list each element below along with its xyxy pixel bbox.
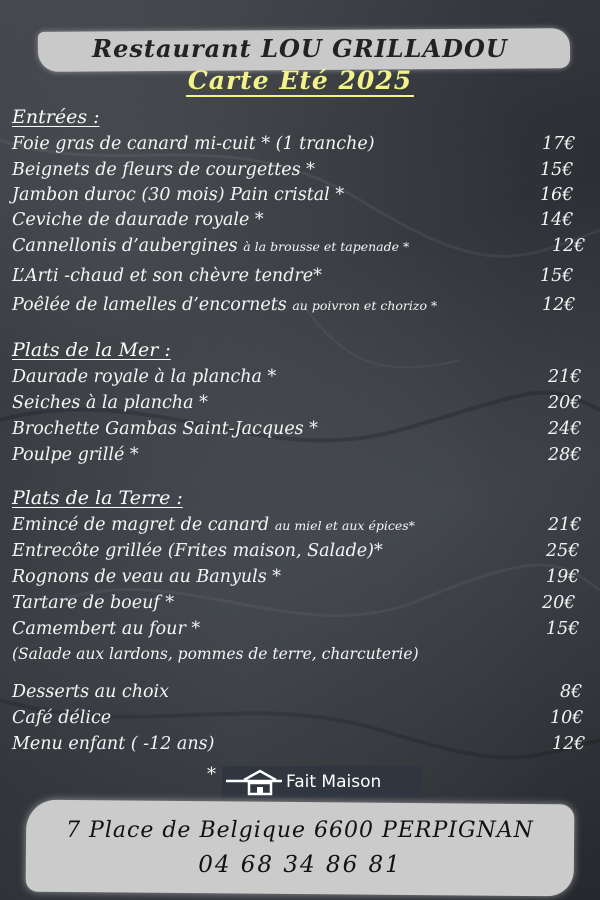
- menu-item-name: Jambon duroc (30 mois) Pain cristal *: [12, 185, 345, 205]
- menu-item-name: Foie gras de canard mi-cuit * (1 tranche): [12, 134, 375, 154]
- menu-item-name: Brochette Gambas Saint-Jacques *: [12, 419, 318, 439]
- menu-item: [12, 185, 588, 209]
- footer-brush-band: [26, 800, 575, 897]
- menu-item: [12, 734, 588, 758]
- menu-item-name: Poulpe grillé *: [12, 445, 139, 465]
- legend-label: Fait Maison: [286, 772, 382, 792]
- menu-item-price: 8€: [560, 682, 583, 702]
- menu-item: [12, 393, 588, 417]
- menu-item: [12, 266, 588, 290]
- section-title-terre: Plats de la Terre :: [12, 487, 183, 509]
- menu-item-price: 20€: [542, 593, 576, 613]
- menu-item-price: 12€: [552, 734, 586, 754]
- menu-item-name: Daurade royale à la plancha *: [12, 367, 277, 387]
- menu-item: [12, 541, 588, 565]
- menu-item: [12, 682, 588, 706]
- menu-item-name: Desserts au choix: [12, 682, 169, 702]
- menu-item-price: 28€: [548, 445, 582, 465]
- menu-item-name: L’Arti -chaud et son chèvre tendre*: [12, 266, 322, 286]
- menu-item: [12, 708, 588, 732]
- menu-item-name: Beignets de fleurs de courgettes *: [12, 160, 315, 180]
- menu-item: [12, 134, 588, 158]
- menu-item-name: [12, 515, 415, 535]
- address: 7 Place de Belgique 6600 PERPIGNAN: [66, 818, 534, 843]
- menu-item-name: Tartare de boeuf *: [12, 593, 175, 613]
- menu-item-name: Ceviche de daurade royale *: [12, 210, 264, 230]
- legend-star: *: [207, 764, 216, 785]
- menu-item-price: 21€: [548, 515, 582, 535]
- menu-item-detail: à la brousse et tapenade *: [243, 239, 410, 254]
- menu-item-name: Entrecôte grillée (Frites maison, Salade)*: [12, 541, 383, 561]
- section-title-mer: Plats de la Mer :: [12, 339, 171, 361]
- menu-item-price: 20€: [548, 393, 582, 413]
- menu-item: [12, 515, 588, 539]
- menu-item: [12, 593, 588, 617]
- menu-item-price: 16€: [540, 185, 574, 205]
- menu-item-name: Café délice: [12, 708, 112, 728]
- menu-item-price: 21€: [548, 367, 582, 387]
- menu-item-price: 12€: [542, 295, 576, 315]
- menu-item-name: Camembert au four *: [12, 619, 201, 639]
- fait-maison-badge: [222, 766, 422, 798]
- menu-item-name: [12, 236, 409, 256]
- menu-item-price: 17€: [542, 134, 576, 154]
- menu-item-price: 15€: [540, 160, 574, 180]
- menu-item-name: Rognons de veau au Banyuls *: [12, 567, 282, 587]
- menu-item-detail: au poivron et chorizo *: [292, 298, 438, 313]
- menu-item: [12, 295, 588, 319]
- menu-item-name-main: Cannellonis d’aubergines: [12, 236, 238, 256]
- menu-item-name-main: Poêlée de lamelles d’encornets: [12, 295, 287, 315]
- menu-item-price: 19€: [546, 567, 580, 587]
- restaurant-name: Restaurant LOU GRILLADOU: [92, 34, 508, 63]
- menu-item: [12, 367, 588, 391]
- menu-item-name: Menu enfant ( -12 ans): [12, 734, 215, 754]
- menu-item-note: (Salade aux lardons, pommes de terre, charcuterie): [12, 645, 419, 663]
- menu-item-detail: au miel et aux épices*: [274, 518, 415, 533]
- menu-item-price: 14€: [540, 210, 574, 230]
- menu-item-price: 15€: [540, 266, 574, 286]
- section-title-entrees: Entrées :: [12, 106, 100, 128]
- menu-item-price: 15€: [546, 619, 580, 639]
- menu-item-name-main: Emincé de magret de canard: [12, 515, 270, 535]
- menu-title-text: Carte Eté 2025: [187, 66, 413, 95]
- phone-number: 04 68 34 86 81: [198, 852, 402, 878]
- menu-item: [12, 619, 588, 643]
- menu-item: [12, 210, 588, 234]
- menu-item: [12, 419, 588, 443]
- menu-item-price: 25€: [546, 541, 580, 561]
- menu-item-name: Seiches à la plancha *: [12, 393, 208, 413]
- menu-item: [12, 567, 588, 591]
- menu-item: [12, 236, 588, 260]
- menu-item: [12, 160, 588, 184]
- menu-title: [0, 66, 600, 95]
- menu-item-price: 24€: [548, 419, 582, 439]
- menu-item-price: 12€: [552, 236, 586, 256]
- menu-item-name: [12, 295, 437, 315]
- menu-item-price: 10€: [550, 708, 584, 728]
- house-icon: [222, 766, 286, 798]
- menu-item: [12, 445, 588, 469]
